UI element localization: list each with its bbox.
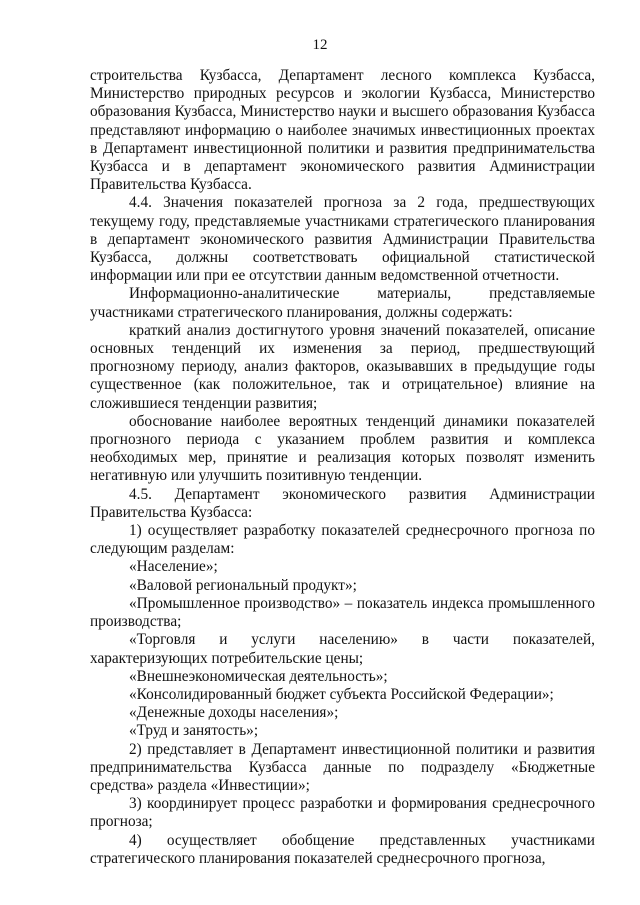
list-item: «Торговля и услуги населению» в части показателей, характеризующих потребительские цены; (90, 631, 595, 667)
list-item: «Население»; (129, 558, 218, 576)
paragraph: Информационно-аналитические материалы, представляемые участниками стратегического планирования, должны содержать: (90, 285, 595, 321)
paragraph: 4.5. Департамент экономического развития Администрации Правительства Кузбасса: (90, 485, 595, 521)
paragraph: обоснование наиболее вероятных тенденций динамики показателей прогнозного периода с указанием проблем развития и комплекса необходимых мер, принятие и реализация которых позволят изменить негативную или улучшить позитивную тенденции. (90, 412, 595, 485)
paragraph: 3) координирует процесс разработки и формирования среднесрочного прогноза; (90, 795, 595, 831)
list-item: «Консолидированный бюджет субъекта Российской Федерации»; (129, 685, 554, 703)
list-item: «Внешнеэкономическая деятельность»; (129, 667, 388, 685)
paragraph: 4) осуществляет обобщение представленных участниками стратегического планирования показателей среднесрочного прогноза, (90, 831, 595, 867)
list-item: «Валовой региональный продукт»; (129, 576, 357, 594)
paragraph: 2) представляет в Департамент инвестиционной политики и развития предпринимательства Кузбасса данные по подразделу «Бюджетные средства» раздела «Инвестиции»; (90, 740, 595, 794)
list-item: «Труд и занятость»; (129, 722, 259, 740)
paragraph: краткий анализ достигнутого уровня значений показателей, описание основных тенденций их изменения за период, предшествующий прогнозному периоду, анализ факторов, оказывавших в предыдущие годы существенное (как положительное, так и отрицательное) влияние на сложившиеся тенденции развития; (90, 321, 595, 412)
document-body (90, 67, 595, 868)
paragraph: 1) осуществляет разработку показателей среднесрочного прогноза по следующим разделам: (90, 522, 595, 558)
paragraph: 4.4. Значения показателей прогноза за 2 года, предшествующих текущему году, представляемые участниками стратегического планирования в департамент экономического развития Администрации Правительства Кузбасса, должны соответствовать официальной статистической информации или при ее отсутствии данным ведомственной отчетности. (90, 194, 595, 285)
page-number: 12 (312, 37, 328, 53)
paragraph: строительства Кузбасса, Департамент лесного комплекса Кузбасса, Министерство природных ресурсов и экологии Кузбасса, Министерство образования Кузбасса, Министерство науки и высшего образования Кузбасса представляют информацию о наиболее значимых инвестиционных проектах в Департамент инвестиционной политики и развития предпринимательства Кузбасса и в департамент экономического развития Администрации Правительства Кузбасса. (90, 67, 595, 194)
list-item: «Денежные доходы населения»; (129, 704, 339, 722)
list-item: «Промышленное производство» – показатель индекса промышленного производства; (90, 594, 595, 631)
